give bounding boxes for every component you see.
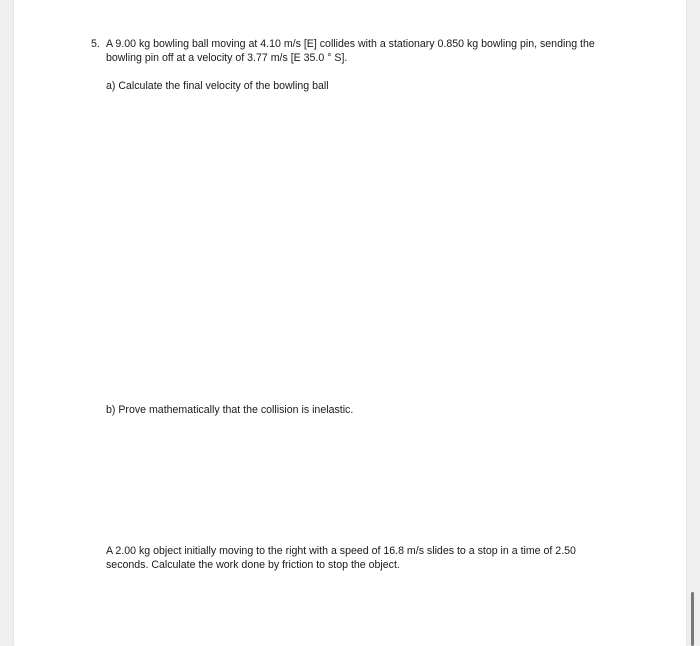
extra-problem-line-2: seconds. Calculate the work done by friction to stop the object.	[106, 559, 400, 571]
question-number: 5.	[91, 38, 100, 50]
question-part-a: a) Calculate the final velocity of the bowling ball	[106, 80, 329, 92]
question-text-line-1: A 9.00 kg bowling ball moving at 4.10 m/s [E] collides with a stationary 0.850 kg bowling pin, sending the	[106, 38, 595, 50]
question-text-line-2: bowling pin off at a velocity of 3.77 m/s [E 35.0 ° S].	[106, 52, 348, 64]
document-page	[14, 0, 686, 646]
scrollbar-thumb[interactable]	[691, 592, 694, 646]
extra-problem-line-1: A 2.00 kg object initially moving to the right with a speed of 16.8 m/s slides to a stop in a time of 2.50	[106, 545, 576, 557]
vertical-scrollbar[interactable]	[688, 0, 696, 646]
question-part-b: b) Prove mathematically that the collision is inelastic.	[106, 404, 354, 416]
